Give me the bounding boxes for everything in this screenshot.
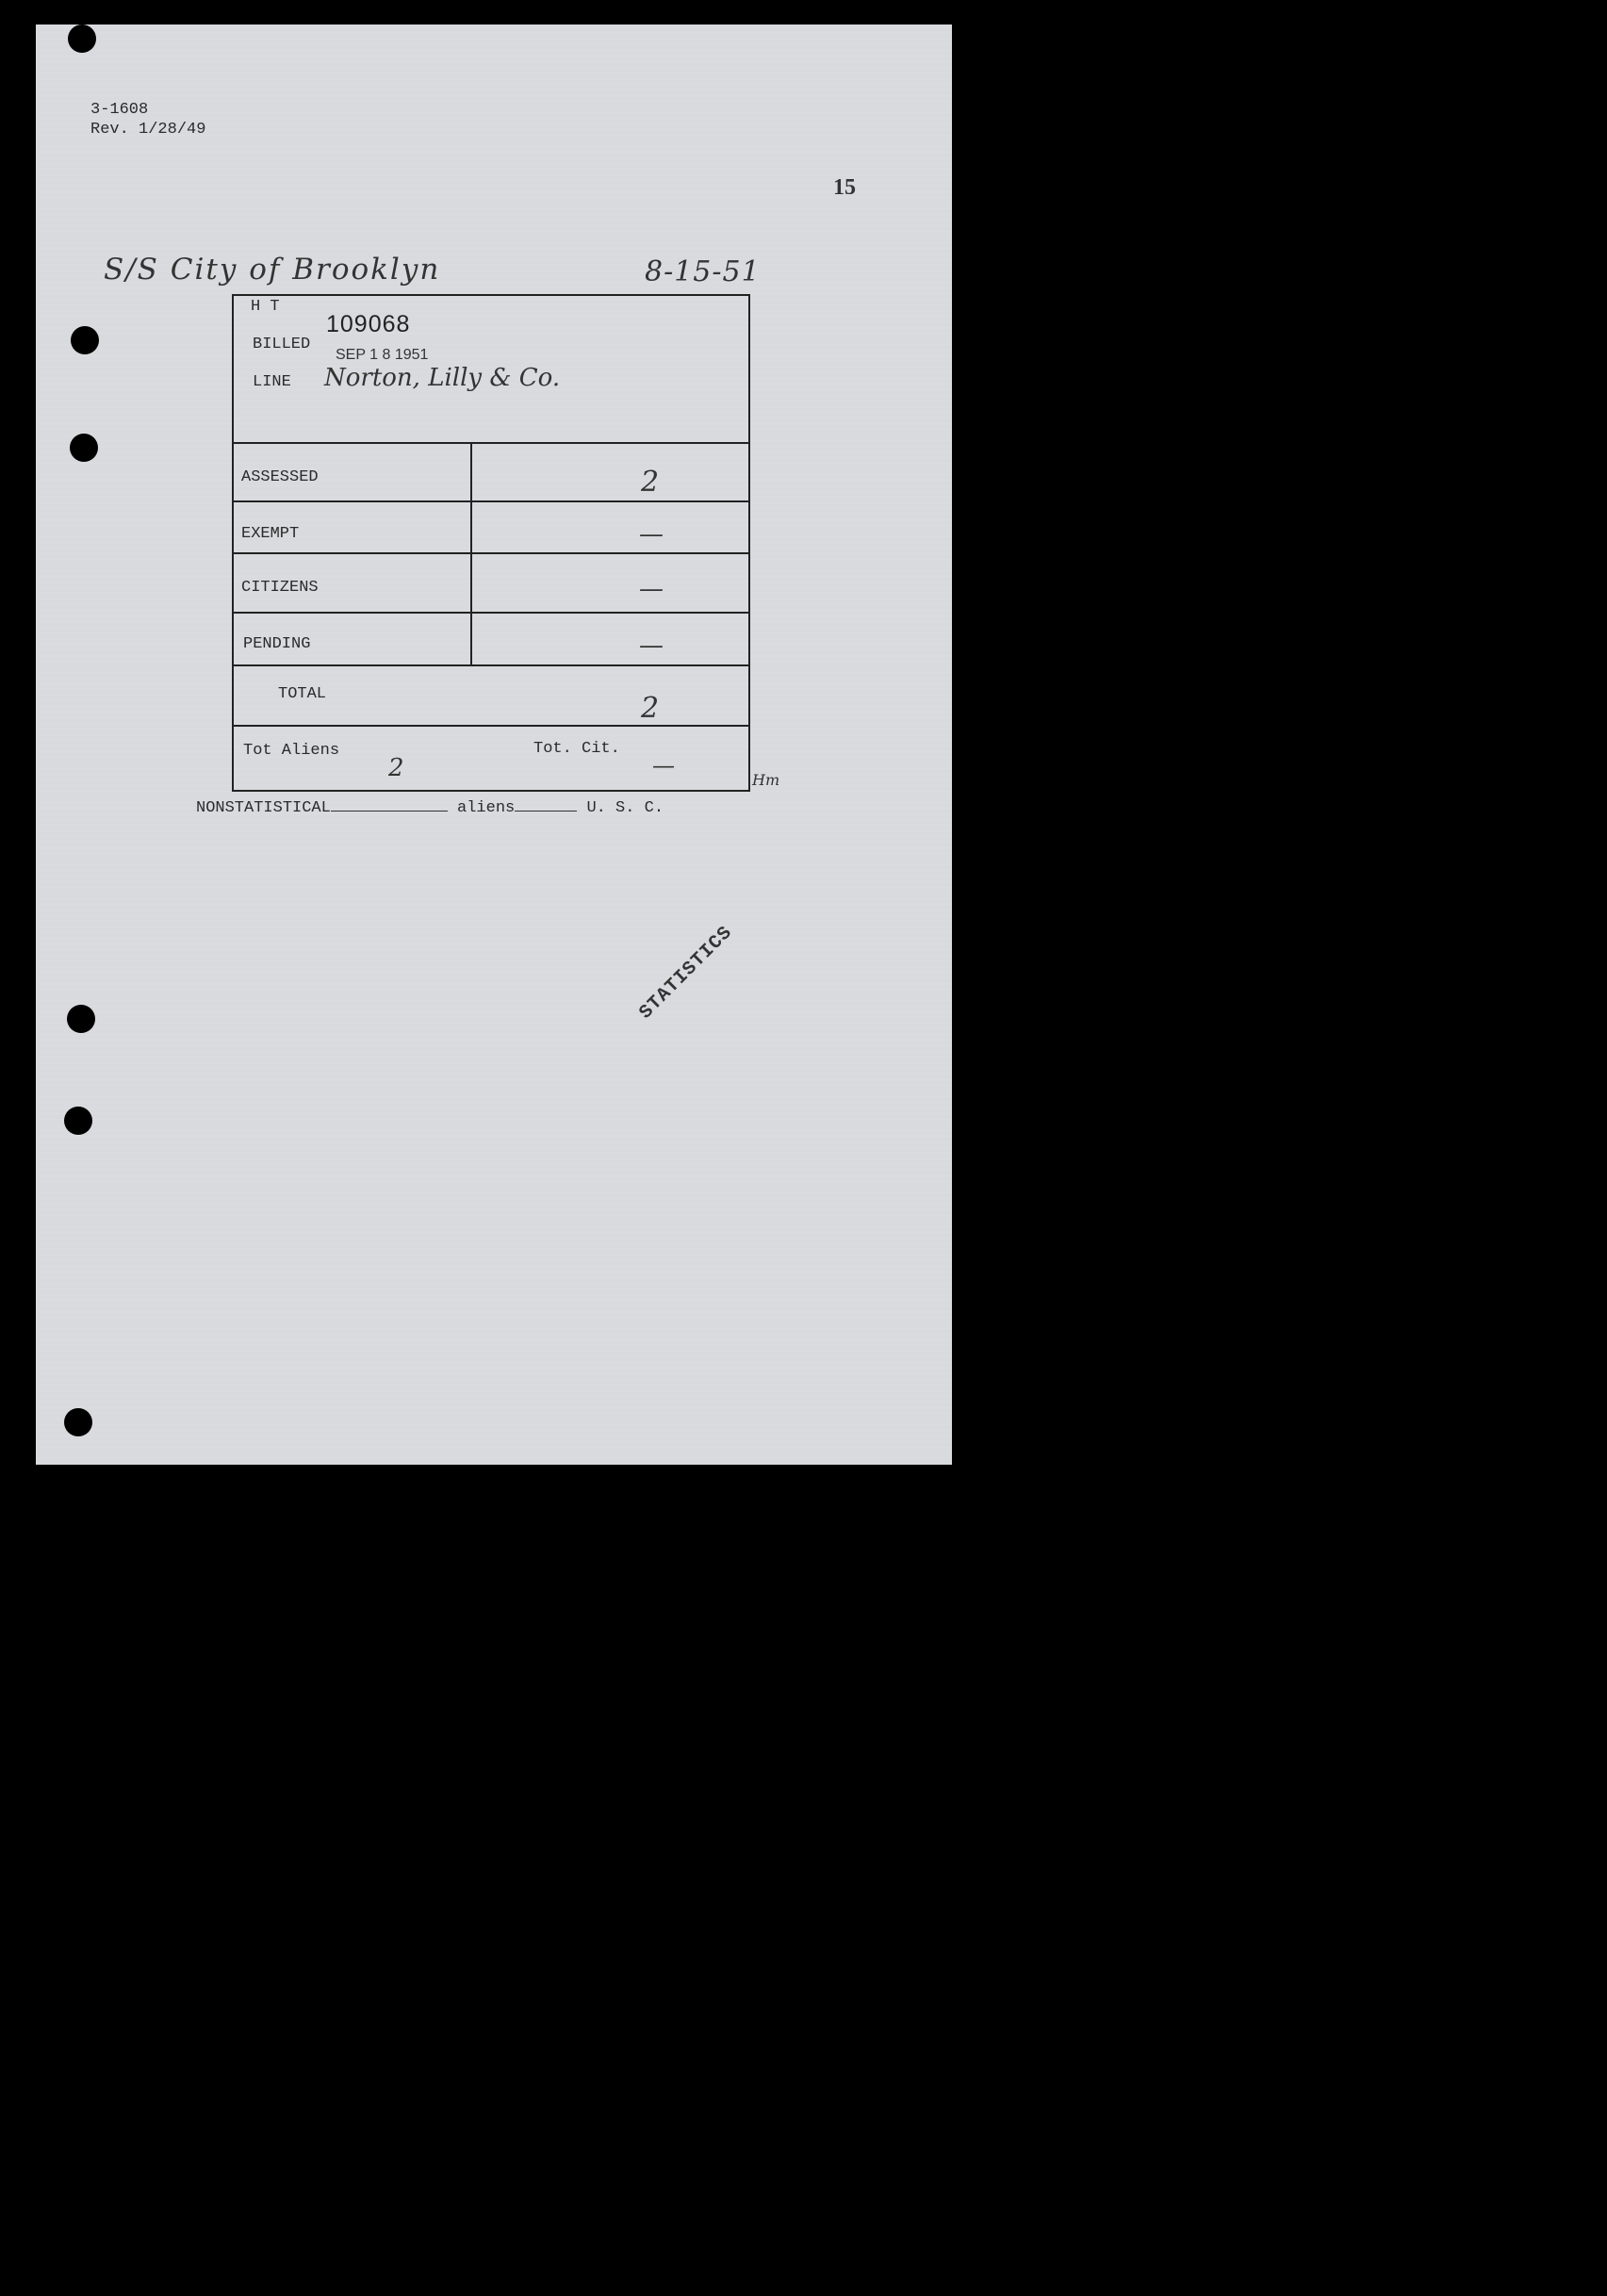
ship-name: S/S City of Brooklyn — [104, 253, 441, 287]
pending-value: — — [639, 631, 664, 660]
nonstatistical-line — [196, 797, 664, 817]
tot-cit-label: Tot. Cit. — [533, 740, 620, 758]
divider — [234, 725, 748, 727]
billed-date-stamp: SEP 1 8 1951 — [336, 347, 429, 363]
citizens-value: — — [639, 575, 664, 603]
page-number: 15 — [833, 175, 856, 200]
citizens-label: CITIZENS — [241, 579, 319, 597]
assessed-label: ASSESSED — [241, 468, 319, 486]
document-page — [36, 25, 952, 1465]
divider — [234, 552, 748, 554]
divider — [234, 500, 748, 502]
inspector-initials: Hm — [752, 771, 780, 789]
form-number: 3-1608 — [90, 101, 149, 119]
assessed-value: 2 — [641, 466, 660, 499]
aliens-label: aliens — [457, 799, 516, 817]
tot-cit-value: — — [652, 752, 675, 779]
column-divider — [470, 444, 472, 664]
manifest-tally-box — [232, 294, 750, 792]
punch-hole — [64, 1107, 92, 1135]
usc-label: U. S. C. — [586, 799, 664, 817]
exempt-label: EXEMPT — [241, 525, 300, 543]
line-label: LINE — [253, 373, 291, 391]
nonstatistical-blank — [331, 797, 448, 812]
billed-label: BILLED — [253, 336, 311, 353]
punch-hole — [68, 25, 96, 53]
tot-aliens-label: Tot Aliens — [243, 742, 340, 760]
punch-hole — [70, 434, 98, 462]
pending-label: PENDING — [243, 635, 311, 653]
line-value: Norton, Lilly & Co. — [324, 364, 561, 392]
punch-hole — [64, 1408, 92, 1436]
form-identifier — [90, 100, 205, 139]
divider — [234, 442, 748, 444]
punch-hole — [67, 1005, 95, 1033]
arrival-date: 8-15-51 — [645, 255, 761, 288]
nonstatistical-label: NONSTATISTICAL — [196, 799, 331, 817]
tot-aliens-value: 2 — [388, 754, 404, 782]
billing-number-stamp: 109068 — [326, 311, 411, 337]
exempt-value: — — [639, 520, 664, 549]
divider — [234, 664, 748, 666]
total-value: 2 — [641, 692, 660, 725]
divider — [234, 612, 748, 614]
ht-label: H T — [251, 298, 280, 316]
statistics-stamp: STATISTICS — [635, 922, 738, 1025]
punch-hole — [71, 326, 99, 354]
aliens-blank — [515, 797, 577, 812]
form-revision: Rev. 1/28/49 — [90, 121, 206, 139]
total-label: TOTAL — [278, 685, 327, 703]
